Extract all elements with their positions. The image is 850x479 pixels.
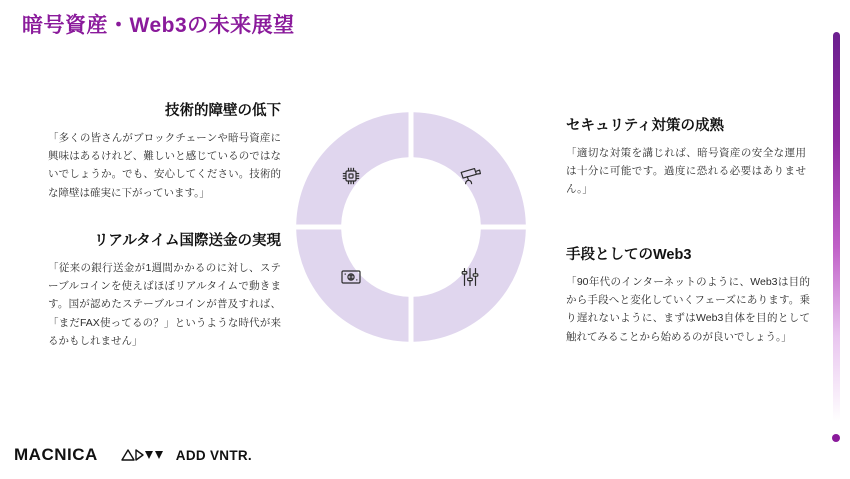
- sliders-icon: [457, 264, 483, 290]
- add-vntr-logo: [120, 447, 252, 463]
- quadrant-body-top-right: 「適切な対策を講じれば、暗号資産の安全な運用は十分に可能です。過度に恐れる必要はありません。」: [566, 147, 806, 196]
- chip-icon: [338, 163, 364, 189]
- quadrant-heading-top-right: セキュリティ対策の成熟: [566, 118, 725, 134]
- quadrant-heading-bottom-left: リアルタイム国際送金の実現: [93, 233, 281, 249]
- quadrant-body-bottom-right: 「90年代のインターネットのように、Web3は目的から手段へと変化していくフェーズにあります。乗り遅れないように、まずはWeb3自体を目的として触れてみることから始めるのが良いでしょう。」: [566, 276, 810, 343]
- quadrant-heading-bottom-right: 手段としてのWeb3: [566, 247, 692, 263]
- security-camera-icon: [457, 163, 483, 189]
- add-vntr-mark-icon: [120, 447, 170, 463]
- quadrant-body-top-left: 「多くの皆さんがブロックチェーンや暗号資産に興味はあるけれど、難しいと感じているのではないでしょうか。でも、安心してください。技術的な障壁は確実に下がっています。」: [48, 132, 281, 199]
- donut-diagram: [293, 109, 529, 345]
- quadrant-text-bottom-right: [566, 247, 810, 346]
- add-vntr-logo-text: ADD VNTR.: [175, 447, 252, 463]
- quadrant-text-top-left: [48, 103, 281, 202]
- quadrant-text-bottom-left: [48, 233, 281, 350]
- accent-gradient-bar: [833, 32, 840, 422]
- money-transfer-icon: [338, 264, 364, 290]
- quadrant-text-top-right: [566, 118, 806, 199]
- accent-dot: [832, 434, 840, 442]
- donut-svg: [293, 109, 529, 345]
- quadrant-body-bottom-left: 「従来の銀行送金が1週間かかるのに対し、ステーブルコインを使えばほぼリアルタイムで動きます。国が認めたステーブルコインが普及すれば、「まだFAX使ってるの？」というような時代が来るかもしれません」: [48, 262, 281, 347]
- quadrant-heading-top-left: 技術的障壁の低下: [165, 103, 281, 119]
- page-title: 暗号資産・Web3の未来展望: [22, 14, 295, 37]
- footer-logos: [14, 445, 252, 465]
- macnica-logo: MACNICA: [14, 445, 98, 464]
